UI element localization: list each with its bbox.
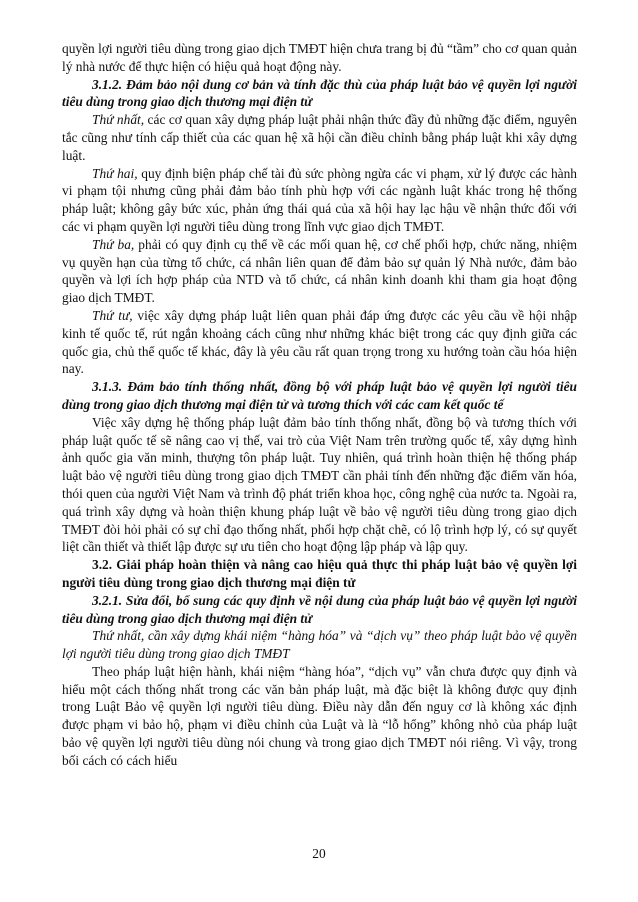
- section-heading-3-1-3: 3.1.3. Đảm bảo tính thống nhất, đồng bộ với pháp luật bảo vệ quyền lợi người tiêu dùng trong giao dịch thương mại điện tử và tương thích với các cam kết quốc tế: [62, 379, 577, 412]
- paragraph-thu-tu: [62, 307, 577, 378]
- lead-label: Thứ nhất,: [92, 112, 145, 128]
- document-page: [62, 40, 577, 770]
- section-heading-3-2-1: 3.2.1. Sửa đổi, bổ sung các quy định về nội dung của pháp luật bảo vệ quyền lợi người tiêu dùng trong giao dịch thương mại điện tử: [62, 592, 577, 626]
- paragraph-text: quy định biện pháp chế tài đủ sức phòng ngừa các vi phạm, xử lý được các hành vi phạm tội nhưng cũng phải đảm bảo tính phù hợp với các ngành luật khác trong hệ thống pháp luật; không gây bức xúc, phản ứng thái quá của xã hội hay lạc hậu về nhận thức đối với các vi phạm quyền lợi người tiêu dùng trong lĩnh vực giao dịch TMĐT.: [62, 165, 577, 234]
- page-number: 20: [312, 846, 326, 861]
- section-heading-3-2: 3.2. Giải pháp hoàn thiện và nâng cao hiệu quả thực thi pháp luật bảo vệ quyền lợi người tiêu dùng trong giao dịch thương mại điện tử: [62, 557, 577, 590]
- lead-label: Thứ hai,: [92, 165, 138, 181]
- paragraph-body: Việc xây dựng hệ thống pháp luật đảm bảo tính thống nhất, đồng bộ và tương thích với pháp luật quốc tế sẽ nâng cao vị thế, vai trò của Việt Nam trên trường quốc tế, xây dựng hình ảnh quốc gia văn minh, thượng tôn pháp luật. Tuy nhiên, quá trình hoàn thiện hệ thống pháp luật bảo vệ người tiêu dùng trong giao dịch TMĐT cần phải tính đến những đặc điểm văn hóa, thói quen của người Việt Nam và trình độ phát triển khoa học, công nghệ của nước ta. Ngoài ra, quá trình xây dựng và hoàn thiện khung pháp luật về bảo vệ người tiêu dùng trong giao dịch TMĐT đòi hỏi phải có sự chỉ đạo thống nhất, phối hợp chặt chẽ, có lộ trình hợp lý, có sự quyết liệt cần thiết và thiết lập được sự ưu tiên cho hoạt động lập pháp và lập quy.: [62, 414, 577, 555]
- lead-label: Thứ ba,: [92, 236, 135, 252]
- italic-subheading: Thứ nhất, cần xây dựng khái niệm “hàng hóa” và “dịch vụ” theo pháp luật bảo vệ quyền lợi người tiêu dùng trong giao dịch TMĐT: [62, 628, 577, 662]
- paragraph-intro: quyền lợi người tiêu dùng trong giao dịch TMĐT hiện chưa trang bị đủ “tầm” cho cơ quan quản lý nhà nước để thực hiện có hiệu quả hoạt động này.: [62, 41, 577, 74]
- paragraph-text: các cơ quan xây dựng pháp luật phải nhận thức đầy đủ những đặc điểm, nguyên tắc cũng như tính cấp thiết của các quan hệ xã hội cần điều chỉnh bằng pháp luật khi xây dựng luật.: [62, 112, 577, 163]
- paragraph-body: Theo pháp luật hiện hành, khái niệm “hàng hóa”, “dịch vụ” vẫn chưa được quy định và hiểu một cách thống nhất trong các văn bản pháp luật, mà đặc biệt là không được quy định trong Luật Bảo vệ quyền lợi người tiêu dùng. Điều này dẫn đến nguy cơ là không xác định được phạm vi bảo hộ, phạm vi điều chỉnh của Luật và là “lỗ hổng” không nhỏ của pháp luật bảo vệ quyền lợi người tiêu dùng nói chung và trong giao dịch TMĐT nói riêng. Vì vậy, trong bối cách có cách hiểu: [62, 663, 577, 768]
- paragraph-text: việc xây dựng pháp luật liên quan phải đáp ứng được các yêu cầu về hội nhập kinh tế quốc tế, rút ngắn khoảng cách cũng như những khác biệt trong các quy định giữa các quốc gia, chủ thể quốc tế khác, đây là yêu cầu rất quan trọng trong xu hướng toàn cầu hóa hiện nay.: [62, 307, 577, 377]
- paragraph-thu-hai: [62, 165, 577, 236]
- paragraph-thu-nhat: [62, 111, 577, 164]
- paragraph-text: phải có quy định cụ thể về các mối quan hệ, cơ chế phối hợp, chức năng, nhiệm vụ quyền hạn của từng tổ chức, cá nhân liên quan để đảm bảo sự quản lý Nhà nước, đảm bảo quyền và lợi ích hợp pháp của NTD và tổ chức, cá nhân kinh doanh khi tham gia hoạt động giao dịch TMĐT.: [62, 236, 577, 306]
- section-heading-3-1-2: 3.1.2. Đảm bảo nội dung cơ bản và tính đặc thù của pháp luật bảo vệ quyền lợi người tiêu dùng trong giao dịch thương mại điện tử: [62, 76, 577, 110]
- paragraph-thu-ba: [62, 236, 577, 307]
- lead-label: Thứ tư,: [92, 307, 133, 323]
